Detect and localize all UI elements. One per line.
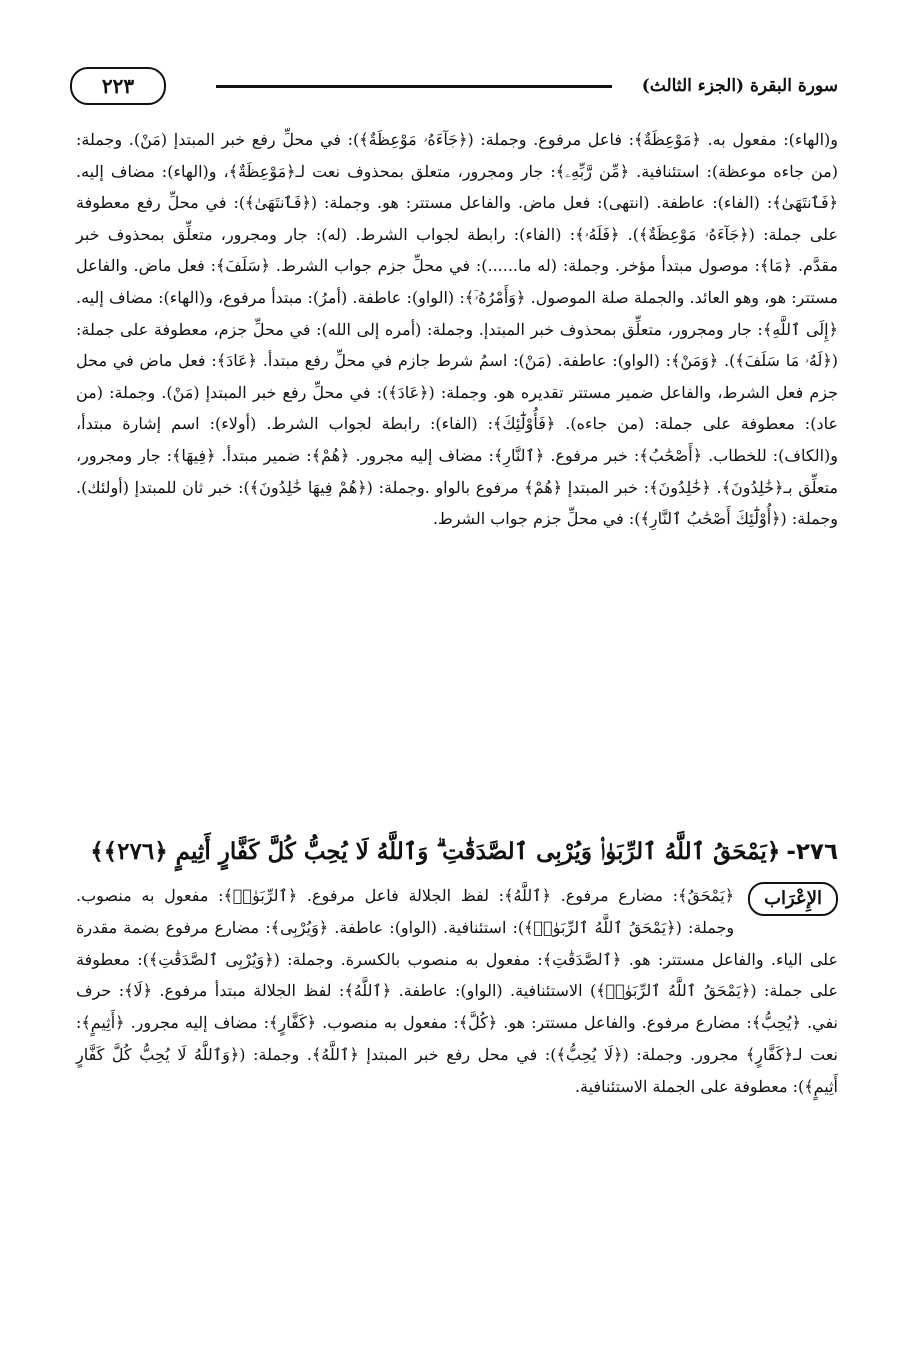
irab-badge: الإِعْرَاب xyxy=(748,882,838,916)
verse-number: ٢٧٦- xyxy=(786,839,838,865)
analysis-paragraph: و(الهاء): مفعول به. ﴿مَوْعِظَةٌ﴾: فاعل مرفوع. وجملة: (﴿جَآءَهُۥ مَوْعِظَةٌ﴾): في محلِّ رفع خبر المبتدإ (مَنْ). وجملة: (من جاءه موعظة): استئنافية. ﴿مِّن رَّبِّهِۦ﴾: جار ومجرور، متعلق بمحذوف نعت لـ﴿مَوْعِظَةٌ﴾، و(الهاء): مضاف إليه. ﴿فَٱنتَهَىٰ﴾: (الفاء): عاطفة. (انتهى): فعل ماض. والفاعل مستتر: هو. وجملة: (﴿فَٱنتَهَىٰ﴾): في محلِّ رفع معطوفة على جملة: (﴿جَآءَهُۥ مَوْعِظَةٌ﴾). ﴿فَلَهُۥ﴾: (الفاء): رابطة لجواب الشرط. (له): جار ومجرور، متعلِّق بمحذوف خبر مقدَّم. ﴿مَا﴾: موصول مبتدأ مؤخر. وجملة: (له ما......): في محلِّ جزم جواب الشرط. ﴿سَلَفَ﴾: فعل ماض. والفاعل مستتر: هو، وهو العائد. والجملة صلة الموصول. ﴿وَأَمْرُهُۥٓ﴾: (الواو): عاطفة. (أمرُ): مبتدأ مرفوع، و(الهاء): مضاف إليه. ﴿إِلَى ٱللَّهِ﴾: جار ومجرور، متعلِّق بمحذوف خبر المبتدإ. وجملة: (أمره إلى الله): في محلِّ جزم، معطوفة على جملة: (﴿لَهُۥ مَا سَلَفَ﴾). ﴿وَمَنْ﴾: (الواو): عاطفة. (مَنْ): اسمُ شرط جازم في محلِّ رفع مبتدأ. ﴿عَادَ﴾: فعل ماض في محل جزم فعل الشرط، والفاعل ضمير مستتر تقديره هو. وجملة: (﴿عَادَ﴾): في محلِّ رفع خبر المبتدإ (مَنْ). وجملة: (من عاد): معطوفة على جملة: (من جاءه). ﴿فَأُوْلَٰٓئِكَ﴾: (الفاء): رابطة لجواب الشرط. (أولاء): اسم إشارة مبتدأ، و(الكاف): للخطاب. ﴿أَصْحَٰبُ﴾: خبر مرفوع. ﴿ٱلنَّارِ﴾: مضاف إليه مجرور. ﴿هُمْ﴾: ضمير مبتدأ. ﴿فِيهَا﴾: جار ومجرور، متعلِّق بـ﴿خَٰلِدُونَ﴾. ﴿خَٰلِدُونَ﴾: خبر المبتدإ ﴿هُمْ﴾ مرفوع بالواو .وجملة: (﴿هُمْ فِيهَا خَٰلِدُونَ﴾): خبر ثان للمبتدإ (أولئك). وجملة: (﴿أُوْلَٰٓئِكَ أَصْحَٰبُ ٱلنَّارِ﴾): في محلِّ جزم جواب الشرط. xyxy=(76,130,839,529)
irab-text: ﴿يَمْحَقُ﴾: مضارع مرفوع. ﴿ٱللَّهُ﴾: لفظ الجلالة فاعل مرفوع. ﴿ٱلرِّبَوٰا۟﴾: مفعول به منصوب. وجملة: (﴿يَمْحَقُ ٱللَّهُ ٱلرِّبَوٰا۟﴾): استئنافية. (الواو): عاطفة. ﴿وَيُرْبِى﴾: مضارع مرفوع بضمة مقدرة على الياء. والفاعل مستتر: هو. ﴿ٱلصَّدَقَٰتِ﴾: مفعول به منصوب بالكسرة. وجملة: (﴿وَيُرْبِى ٱلصَّدَقَٰتِ﴾): معطوفة على جملة: (﴿يَمْحَقُ ٱللَّهُ ٱلرِّبَوٰا۟﴾) الاستئنافية. (الواو): عاطفة. ﴿ٱللَّهُ﴾: لفظ الجلالة مبتدأ مرفوع. ﴿لَا﴾: حرف نفي. ﴿يُحِبُّ﴾: مضارع مرفوع. والفاعل مستتر: هو. ﴿كُلَّ﴾: مفعول به منصوب. ﴿كَفَّارٍ﴾: مضاف إليه مجرور. ﴿أَثِيمٍ﴾: نعت لـ﴿كَفَّارٍ﴾ مجرور. وجملة: (﴿لَا يُحِبُّ﴾): في محل رفع خبر المبتدإ ﴿ٱللَّهُ﴾. وجملة: (﴿وَٱللَّهُ لَا يُحِبُّ كُلَّ كَفَّارٍ أَثِيمٍ﴾): معطوفة على الجملة الاستئنافية. xyxy=(76,886,839,1096)
surah-title: سورة البقرة (الجزء الثالث) xyxy=(641,76,838,96)
header-divider xyxy=(216,85,612,88)
verse-text: ﴿يَمْحَقُ ٱللَّهُ ٱلرِّبَوٰا۟ وَيُرْبِى ٱلصَّدَقَٰتِ ۗ وَٱللَّهُ لَا يُحِبُّ كُلَّ كَفَّارٍ أَثِيمٍ ﴿٢٧٦﴾﴾ xyxy=(90,838,781,865)
irab-section xyxy=(76,880,838,1103)
grammar-analysis-text xyxy=(76,124,838,535)
quran-verse xyxy=(70,832,838,872)
page-number: ٢٢٣ xyxy=(70,67,166,105)
page-header xyxy=(70,60,838,112)
